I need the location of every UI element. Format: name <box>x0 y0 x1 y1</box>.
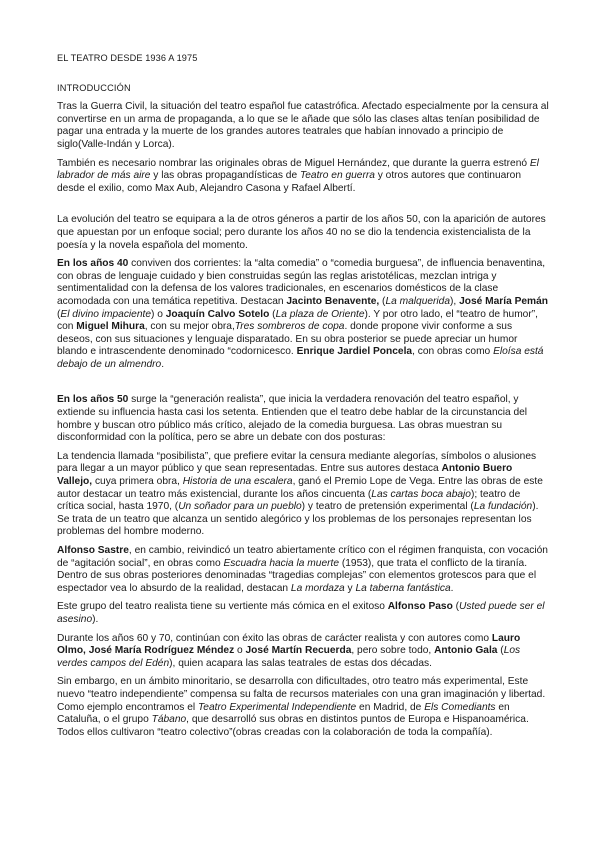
section-heading: INTRODUCCIÓN <box>57 82 131 93</box>
paragraph-intro: Tras la Guerra Civil, la situación del teatro español fue catastrófica. Afectado especialmente por la censura al convertirse en un arma de propaganda, a lo que se le añade que sólo las clases altas tenían posibilidad de pagar una entrada y la muerte de los grandes autores teatrales que habían innovado a principio de siglo(Valle-Indán y Lorca). <box>57 101 549 150</box>
document-page <box>57 52 549 745</box>
paragraph-posibilista: La tendencia llamada “posibilista”, que prefiere evitar la censura mediante alegorías, símbolos o alusiones para llegar a un mayor público y que sean representadas. Entre sus autores destaca Antonio Buero Vallejo, cuya primera obra, Historia de una escalera, ganó el Premio Lope de Vega. Entre las obras de este autor destacar un teatro más existencial, durante los años cincuenta (Las cartas boca abajo); teatro de crítica social, hasta 1970, (Un soñador para un pueblo) y teatro de pretensión experimental (La fundación). Se trata de un teatro que alcanza un sentido alegórico y los problemas de los personajes representan los problemas del hombre moderno. <box>57 450 543 538</box>
paragraph-sastre: Alfonso Sastre, en cambio, reivindicó un teatro abiertamente crítico con el régimen franquista, con vocación de “agitación social”, en obras como Escuadra hacia la muerte (1953), que trata el conflicto de la tiranía. Dentro de sus obras posteriores denominadas “tragedias complejas” con elementos grotescos para que el espectador vea lo absurdo de la realidad, destacan La mordaza y La taberna fantástica. <box>57 545 548 594</box>
document-title: EL TEATRO DESDE 1936 A 1975 <box>57 53 198 63</box>
paragraph-anos-60-70: Durante los años 60 y 70, continúan con éxito las obras de carácter realista y con autores como Lauro Olmo, José María Rodríguez Méndez o José Martín Recuerda, pero sobre todo, Antonio Gala (Los verdes campos del Edén), quien acapara las salas teatrales de estas dos décadas. <box>57 632 521 669</box>
paragraph-teatro-independiente: Sin embargo, en un ámbito minoritario, se desarrolla con dificultades, otro teatro más experimental, Este nuevo “teatro independiente” compensa su falta de recursos materiales con una gran imaginación y libertad. Como ejemplo encontramos el Teatro Experimental Independiente en Madrid, de Els Comediants en Cataluña, o el grupo Tábano, que desarrolló sus obras en distintos puntos de Europa e Hispanoamérica. Todos ellos cultivaron “teatro colectivo”(obras creadas con la colaboración de toda la compañía). <box>57 676 546 738</box>
paragraph-anos-50: En los años 50 surge la “generación realista”, que inicia la verdadera renovación del teatro español, y extiende su influencia hasta casi los setenta. Entienden que el teatro debe hablar de la circunstancia del hombre y buscan otro público más crítico, alejado de la comedia burguesa. Las obras muestran su disconformidad con la política, pero se abre un debate con dos posturas: <box>57 394 528 444</box>
paragraph-anos-40: En los años 40 conviven dos corrientes: la “alta comedia” o “comedia burguesa”, de influencia benaventina, con obras de lenguaje cuidado y bien construidas según las reglas aristotélicas, mezclan intriga y sentimentalidad con la defensa de los valores tradicionales, en escenarios domésticos de la clase acomodada con una temática repetitiva. Destacan Jacinto Benavente, (La malquerida), José María Pemán (El divino impaciente) o Joaquín Calvo Sotelo (La plaza de Oriente). Y por otro lado, el “teatro de humor”, con Miguel Mihura, con su mejor obra,Tres sombreros de copa. donde propone vivir conforme a sus deseos, con sus situaciones y lenguaje disparatado. En su obra posterior se puede apreciar un humor blando e intrascendente denominado “codornicesco. Enrique Jardiel Poncela, con obras como Eloísa está debajo de un almendro. <box>57 258 548 370</box>
paragraph-evolution: La evolución del teatro se equipara a la de otros géneros a partir de los años 50, con la aparición de autores que apuestan por un enfoque social; pero durante los años 40 no se dio la tendencia existencialista de la poesía y la novela española del momento. <box>57 214 546 251</box>
paragraph-hernandez: También es necesario nombrar las originales obras de Miguel Hernández, que durante la guerra estrenó El labrador de más aire y las obras propagandísticas de Teatro en guerra y otros autores que continuaron desde el exilio, como Max Aub, Alejandro Casona y Rafael Albertí. <box>57 157 539 194</box>
paragraph-paso: Este grupo del teatro realista tiene su vertiente más cómica en el exitoso Alfonso Paso (Usted puede ser el asesino). <box>57 601 545 625</box>
